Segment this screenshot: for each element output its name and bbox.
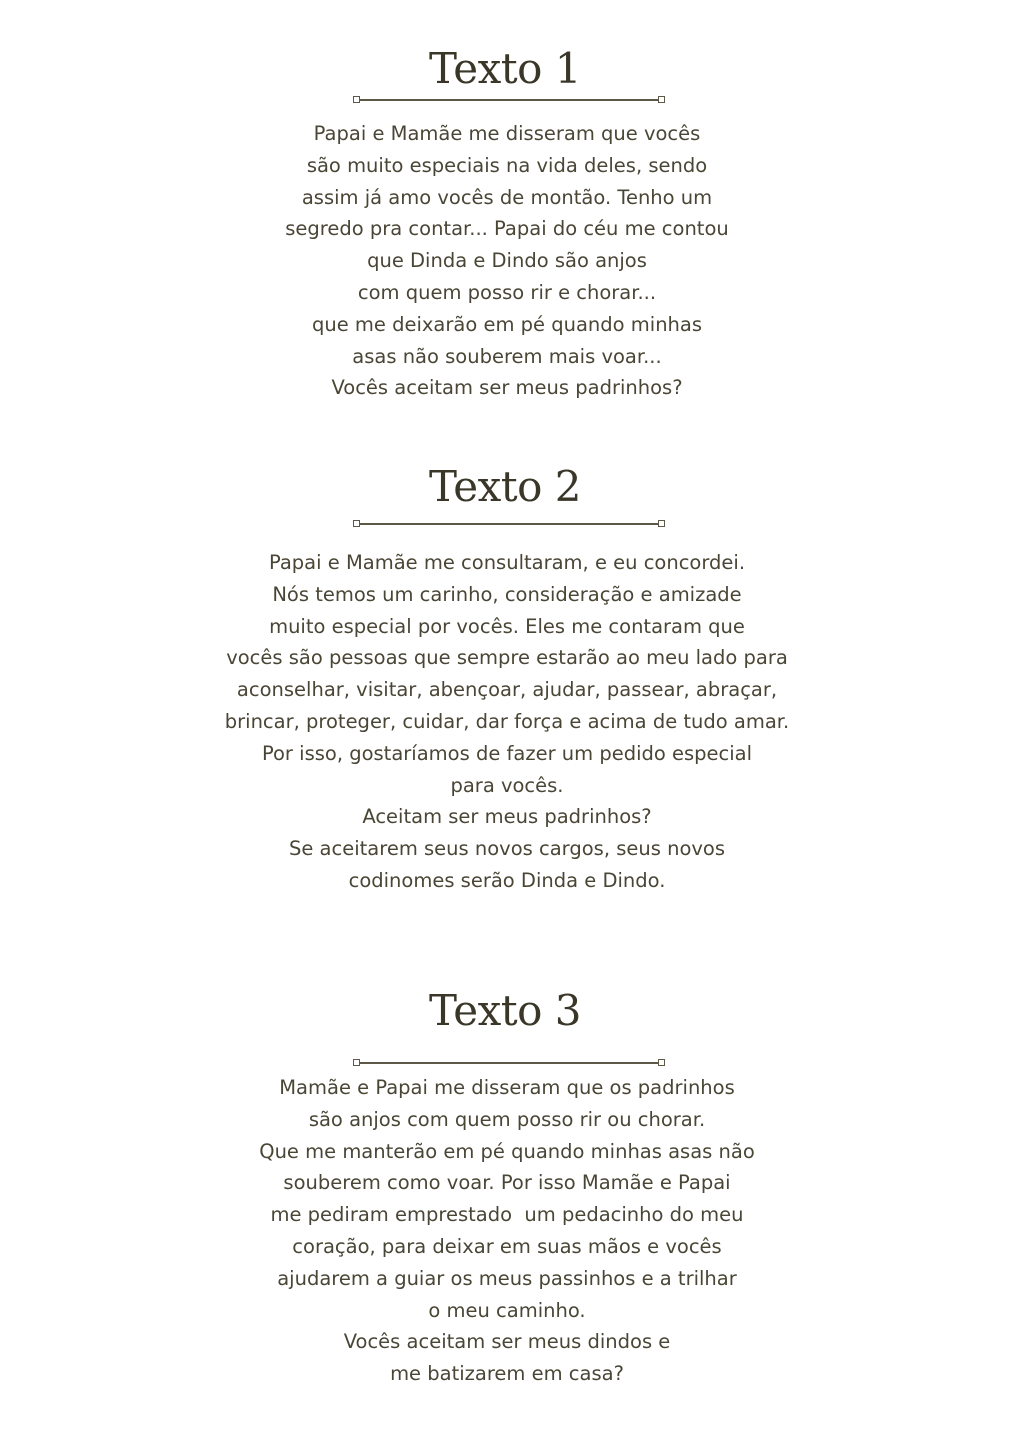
text-line: coração, para deixar em suas mãos e vocês [292,1234,722,1258]
text-line: são anjos com quem posso rir ou chorar. [308,1107,706,1131]
text-line: assim já amo vocês de montão. Tenho um [301,185,713,209]
text-line: me pediram emprestado um pedacinho do meu [270,1203,744,1227]
text-line: que me deixarão em pé quando minhas [311,312,703,336]
ornamental-divider [353,520,665,528]
text-line: souberem como voar. Por isso Mamãe e Papai [283,1171,731,1195]
text-line: Mamãe e Papai me disseram que os padrinhos [279,1076,735,1099]
text-line: Por isso, gostaríamos de fazer um pedido especial [261,741,753,765]
divider-end-square [658,1059,665,1066]
text-line: para vocês. [450,773,564,797]
section-body [0,547,1014,897]
text-line: Vocês aceitam ser meus padrinhos? [331,376,683,400]
divider-line [357,99,661,101]
ornamental-divider [353,1059,665,1067]
text-line: com quem posso rir e chorar... [357,280,657,304]
text-line: vocês são pessoas que sempre estarão ao meu lado para [226,646,788,670]
text-line: ajudarem a guiar os meus passinhos e a trilhar [277,1266,737,1290]
text-line: asas não souberem mais voar... [352,344,662,368]
section-body [0,1072,1014,1390]
text-line: Vocês aceitam ser meus dindos e [343,1330,671,1354]
text-line: segredo pra contar... Papai do céu me contou [285,217,729,241]
text-line: brincar, proteger, cuidar, dar força e acima de tudo amar. [224,709,790,733]
text-line: Papai e Mamãe me consultaram, e eu concordei. [268,551,746,574]
divider-end-square [353,1059,360,1066]
text-line: muito especial por vocês. Eles me contaram que [269,614,745,638]
text-line: Se aceitarem seus novos cargos, seus novos [288,837,726,861]
text-line: Que me manterão em pé quando minhas asas não [259,1139,755,1163]
section-title: Texto 3 [428,986,582,1035]
divider-end-square [658,96,665,103]
divider-line [357,1062,661,1064]
divider-end-square [353,96,360,103]
text-line: aconselhar, visitar, abençoar, ajudar, passear, abraçar, [236,678,778,702]
text-line: Nós temos um carinho, consideração e amizade [272,582,742,606]
text-line: me batizarem em casa? [390,1362,624,1386]
text-line: Aceitam ser meus padrinhos? [362,805,652,829]
section-body [0,118,1014,404]
divider-line [357,523,661,525]
section-title: Texto 1 [428,44,582,93]
text-line: Papai e Mamãe me disseram que vocês [313,122,701,145]
text-line: que Dinda e Dindo são anjos [367,249,647,273]
ornamental-divider [353,96,665,104]
text-line: codinomes serão Dinda e Dindo. [348,868,666,892]
text-line: são muito especiais na vida deles, sendo [306,153,708,177]
divider-end-square [353,520,360,527]
text-line: o meu caminho. [428,1298,586,1322]
section-title: Texto 2 [428,462,582,511]
divider-end-square [658,520,665,527]
